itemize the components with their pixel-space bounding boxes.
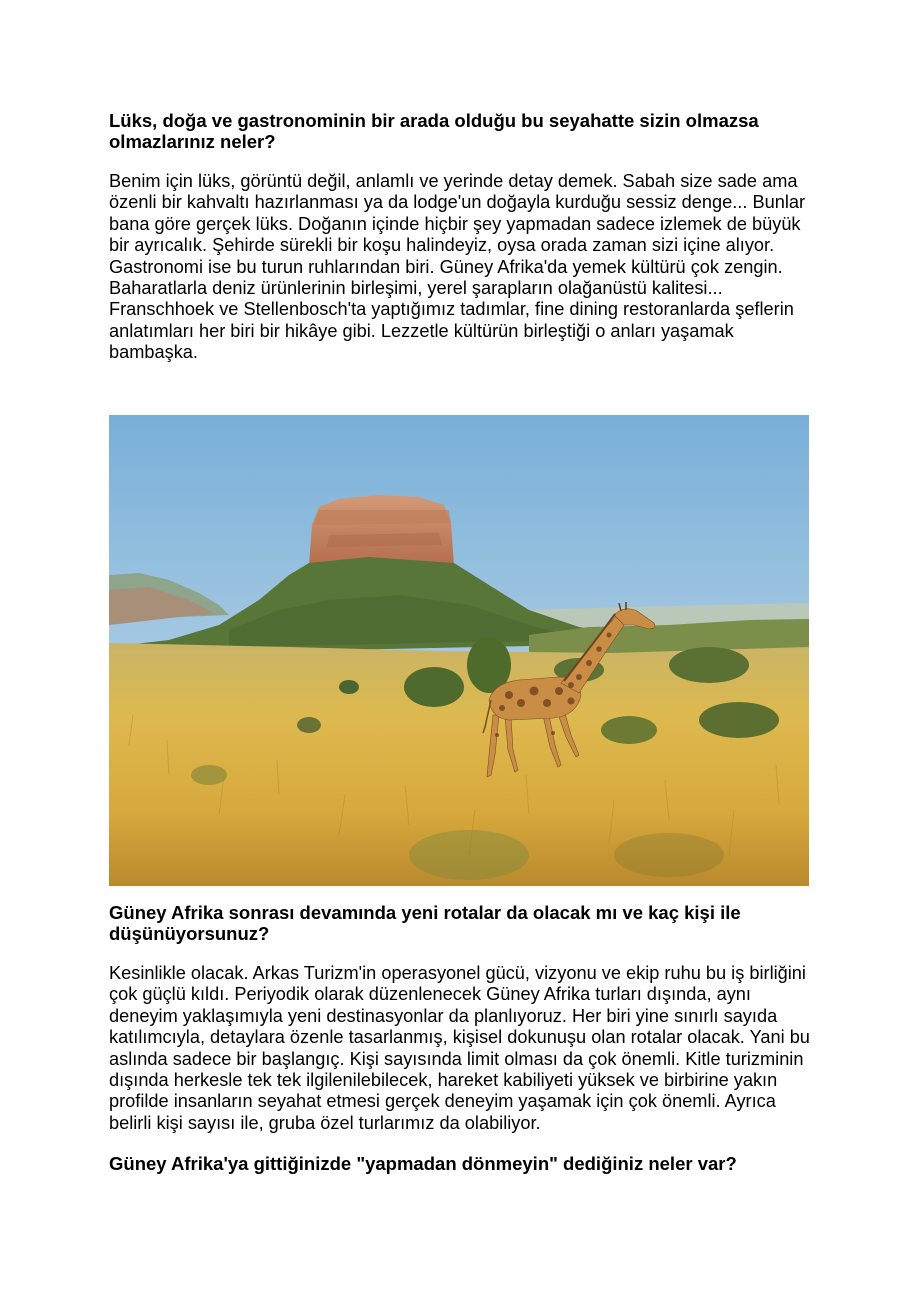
- question-heading-2: Güney Afrika sonrası devamında yeni rotalar da olacak mı ve kaç kişi ile düşünüyorsunuz?: [109, 902, 741, 944]
- question-heading-1: Lüks, doğa ve gastronominin bir arada olduğu bu seyahatte sizin olmazsa olmazlarınız neler?: [109, 110, 759, 152]
- answer-paragraph-2: Kesinlikle olacak. Arkas Turizm'in operasyonel gücü, vizyonu ve ekip ruhu bu iş birliğini çok güçlü kıldı. Periyodik olarak düzenlenecek Güney Afrika turları dışında, aynı deneyim yaklaşımıyla yeni destinasyonlar da planlıyoruz. Her biri yine sınırlı sayıda katılımcıyla, detaylara özenle tasarlanmış, kişisel dokunuşu olan rotalar olacak. Yani bu aslında sadece bir başlangıç. Kişi sayısında limit olması da çok önemli. Kitle turizminin dışında herkesle tek tek ilgilenilebilecek, hareket kabiliyeti yüksek ve birbirine yakın profilde insanların seyahat etmesi gerçek deneyim yaşamak için çok önemli. Ayrıca belirli kişi sayısı ile, gruba özel turlarımız da olabiliyor.: [109, 963, 810, 1133]
- question-heading-3: Güney Afrika'ya gittiğinizde "yapmadan dönmeyin" dediğiniz neler var?: [109, 1153, 737, 1174]
- savanna-giraffe-photo: [109, 415, 809, 886]
- mesa-rock: [309, 495, 454, 565]
- answer-paragraph-1: Benim için lüks, görüntü değil, anlamlı ve yerinde detay demek. Sabah size sade ama özenli bir kahvaltı hazırlanması ya da lodge'un doğayla kurduğu sessiz denge... Bunlar bana göre gerçek lüks. Doğanın içinde hiçbir şey yapmadan sadece izlemek de büyük bir ayrıcalık. Şehirde sürekli bir koşu halindeyiz, oysa orada zaman sizi içine alıyor. Gastronomi ise bu turun ruhlarından biri. Güney Afrika'da yemek kültürü çok zengin. Baharatlarla deniz ürünlerinin birleşimi, yerel şarapların olağanüstü kalitesi... Franschhoek ve Stellenbosch'ta yaptığımız tadımlar, fine dining restoranlarda şeflerin anlatımları her biri bir hikâye gibi. Lezzetle kültürün birleştiği o anları yaşamak bambaşka.: [109, 171, 806, 363]
